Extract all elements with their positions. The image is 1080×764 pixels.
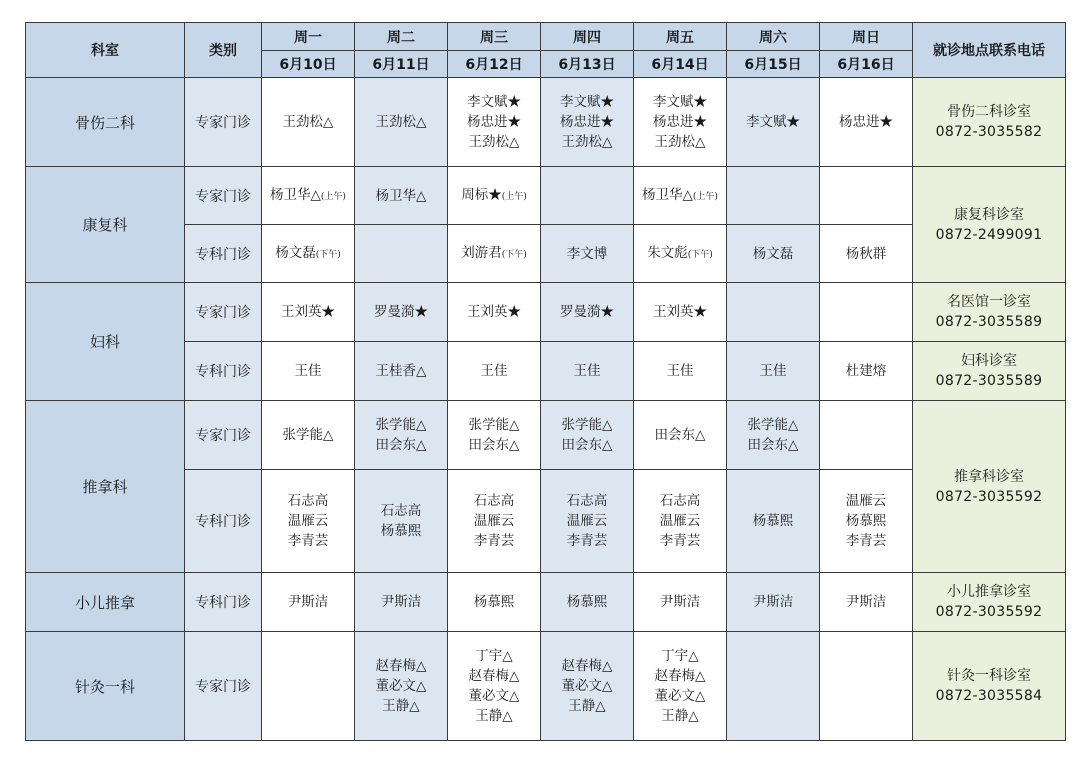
doctor-name: 王佳: [573, 363, 601, 379]
schedule-cell: [634, 283, 727, 342]
doctor-name: 杨卫华△: [642, 186, 693, 203]
doctor-entry: [262, 112, 354, 132]
doctor-entry: [448, 592, 540, 612]
header-date: 6月11日: [355, 51, 448, 78]
table-row: [26, 632, 1066, 741]
doctor-entry: [634, 592, 726, 612]
schedule-cell: [820, 167, 913, 225]
schedule-cell: [820, 632, 913, 741]
header-date: 6月13日: [541, 51, 634, 78]
doctor-name: 杨卫华△: [270, 186, 321, 203]
doctor-name: 田会东△: [654, 427, 706, 443]
clinic-phone: 0872-2499091: [935, 226, 1043, 243]
doctor-name: 王劲松△: [561, 134, 613, 150]
doctor-entry: [634, 491, 726, 511]
schedule-cell: [727, 632, 820, 741]
schedule-cell: [448, 225, 541, 283]
header-day: 周三: [448, 23, 541, 51]
header-day: 周一: [262, 23, 355, 51]
doctor-entry: [727, 511, 819, 531]
schedule-cell: [541, 401, 634, 470]
session-tag: (下午): [315, 249, 341, 260]
doctor-entry: [634, 92, 726, 112]
header-date: 6月16日: [820, 51, 913, 78]
doctor-entry: [541, 92, 633, 112]
doctor-entry: [727, 244, 819, 264]
clinic-phone: 0872-3035589: [935, 373, 1043, 389]
clinic-place: 骨伤二科诊室: [947, 104, 1031, 120]
session-tag: (下午): [687, 249, 713, 260]
doctor-name: 张学能△: [468, 417, 520, 433]
doctor-entry: [634, 185, 726, 207]
doctor-entry: [634, 686, 726, 706]
schedule-cell: [355, 167, 448, 225]
schedule-cell: [355, 470, 448, 573]
doctor-name: 王劲松△: [468, 134, 520, 150]
doctor-name: 张学能△: [561, 417, 613, 433]
schedule-cell: [820, 401, 913, 470]
contact-cell: [913, 401, 1066, 573]
doctor-name: 杨文磊: [752, 245, 794, 262]
doctor-entry: [262, 302, 354, 322]
clinic-place: 康复科诊室: [954, 206, 1024, 223]
schedule-cell: [355, 342, 448, 401]
doctor-entry: [448, 92, 540, 112]
doctor-name: 王佳: [294, 363, 322, 379]
session-tag: (上午): [320, 191, 346, 202]
doctor-entry: [634, 302, 726, 322]
schedule-cell: [262, 167, 355, 225]
dept-cell: 康复科: [26, 167, 185, 283]
schedule-cell: [820, 573, 913, 632]
doctor-name: 王静△: [568, 698, 606, 714]
dept-cell: 骨伤二科: [26, 78, 185, 167]
doctor-name: 张学能△: [282, 427, 334, 443]
dept-cell: 小儿推拿: [26, 573, 185, 632]
dept-cell: 推拿科: [26, 401, 185, 573]
doctor-entry: [355, 696, 447, 716]
clinic-place: 推拿科诊室: [954, 468, 1024, 485]
schedule-cell: [541, 342, 634, 401]
doctor-name: 张学能△: [747, 417, 799, 433]
schedule-cell: [541, 283, 634, 342]
header-day: 周五: [634, 23, 727, 51]
session-tag: (上午): [501, 191, 527, 202]
doctor-name: 董必文△: [561, 678, 613, 694]
doctor-entry: [541, 656, 633, 676]
doctor-entry: [634, 706, 726, 726]
clinic-type-cell: 专家门诊: [185, 167, 262, 225]
doctor-entry: [541, 592, 633, 612]
schedule-cell: [820, 283, 913, 342]
doctor-entry: [727, 112, 819, 132]
doctor-entry: [355, 521, 447, 541]
schedule-cell: [727, 78, 820, 167]
doctor-name: 温雁云: [473, 513, 515, 529]
doctor-name: 李文赋★: [746, 114, 800, 130]
doctor-name: 石志高: [659, 493, 701, 509]
schedule-cell: [727, 225, 820, 283]
doctor-entry: [448, 185, 540, 207]
clinic-phone: 0872-3035589: [935, 314, 1043, 330]
doctor-entry: [262, 592, 354, 612]
header-date: 6月15日: [727, 51, 820, 78]
schedule-cell: [541, 470, 634, 573]
schedule-cell: [634, 342, 727, 401]
clinic-type-cell: 专家门诊: [185, 283, 262, 342]
doctor-name: 尹斯洁: [287, 594, 329, 610]
schedule-cell: [448, 342, 541, 401]
doctor-entry: [448, 686, 540, 706]
doctor-name: 石志高: [473, 493, 515, 509]
schedule-cell: [355, 78, 448, 167]
doctor-entry: [262, 185, 354, 207]
schedule-cell: [262, 573, 355, 632]
schedule-cell: [355, 283, 448, 342]
doctor-name: 田会东△: [561, 437, 613, 453]
doctor-entry: [727, 415, 819, 435]
clinic-place: 针灸一科诊室: [947, 668, 1031, 684]
schedule-cell: [262, 283, 355, 342]
doctor-entry: [355, 592, 447, 612]
clinic-phone: 0872-3035592: [935, 604, 1043, 620]
doctor-entry: [541, 302, 633, 322]
schedule-cell: [727, 283, 820, 342]
doctor-name: 王刘英★: [653, 304, 707, 320]
header-date: 6月12日: [448, 51, 541, 78]
clinic-phone: 0872-3035584: [935, 688, 1043, 704]
doctor-entry: [634, 666, 726, 686]
doctor-entry: [448, 706, 540, 726]
doctor-name: 丁宇△: [661, 648, 699, 664]
clinic-type-cell: 专科门诊: [185, 342, 262, 401]
doctor-name: 石志高: [566, 493, 608, 509]
schedule-cell: [634, 401, 727, 470]
doctor-entry: [448, 132, 540, 152]
doctor-entry: [448, 511, 540, 531]
schedule-cell: [541, 78, 634, 167]
schedule-cell: [448, 573, 541, 632]
doctor-entry: [727, 435, 819, 455]
schedule-cell: [448, 167, 541, 225]
doctor-entry: [448, 435, 540, 455]
header-dept: 科室: [26, 23, 185, 78]
doctor-name: 李青芸: [566, 533, 608, 549]
doctor-name: 赵春梅△: [654, 668, 706, 684]
doctor-entry: [448, 646, 540, 666]
header-contact: 就诊地点联系电话: [913, 23, 1066, 78]
doctor-entry: [355, 501, 447, 521]
doctor-name: 王静△: [475, 708, 513, 724]
doctor-name: 周标★: [461, 186, 502, 203]
doctor-entry: [541, 415, 633, 435]
doctor-name: 张学能△: [375, 417, 427, 433]
table-row: [26, 78, 1066, 167]
doctor-entry: [262, 531, 354, 551]
doctor-name: 田会东△: [375, 437, 427, 453]
schedule-cell: [727, 167, 820, 225]
doctor-name: 赵春梅△: [375, 658, 427, 674]
doctor-name: 罗曼漪★: [560, 304, 614, 320]
doctor-entry: [727, 361, 819, 381]
contact-cell: [913, 632, 1066, 741]
doctor-name: 丁宇△: [475, 648, 513, 664]
doctor-name: 赵春梅△: [561, 658, 613, 674]
doctor-entry: [448, 302, 540, 322]
contact-cell: [913, 342, 1066, 401]
doctor-entry: [355, 186, 447, 206]
doctor-name: 王劲松△: [375, 114, 427, 130]
clinic-phone: 0872-3035582: [935, 124, 1043, 140]
doctor-name: 李文赋★: [560, 94, 614, 110]
clinic-type-cell: 专科门诊: [185, 573, 262, 632]
schedule-cell: [634, 225, 727, 283]
doctor-name: 李青芸: [659, 533, 701, 549]
schedule-cell: [448, 401, 541, 470]
doctor-entry: [541, 435, 633, 455]
schedule-cell: [355, 401, 448, 470]
doctor-name: 杨忠进★: [560, 114, 614, 130]
doctor-name: 王静△: [382, 698, 420, 714]
schedule-cell: [634, 167, 727, 225]
clinic-type-cell: 专科门诊: [185, 470, 262, 573]
doctor-name: 董必文△: [654, 688, 706, 704]
session-tag: (上午): [692, 191, 718, 202]
schedule-cell: [448, 632, 541, 741]
schedule-cell: [727, 342, 820, 401]
clinic-place: 名医馆一诊室: [947, 294, 1031, 310]
schedule-cell: [541, 632, 634, 741]
contact-cell: [913, 573, 1066, 632]
doctor-entry: [262, 425, 354, 445]
doctor-name: 杨慕熙: [566, 594, 608, 610]
doctor-entry: [448, 361, 540, 381]
doctor-name: 罗曼漪★: [374, 304, 428, 320]
doctor-entry: [820, 361, 912, 381]
schedule-table: [25, 22, 1066, 741]
doctor-name: 刘游君: [461, 244, 502, 261]
header-date: 6月10日: [262, 51, 355, 78]
schedule-cell: [448, 470, 541, 573]
doctor-name: 尹斯洁: [380, 594, 422, 610]
clinic-place: 小儿推拿诊室: [947, 584, 1031, 600]
doctor-name: 杨秋群: [845, 245, 887, 262]
doctor-entry: [541, 361, 633, 381]
doctor-name: 杜建熔: [845, 363, 887, 379]
doctor-name: 杨慕熙: [845, 513, 887, 529]
header-day: 周二: [355, 23, 448, 51]
doctor-entry: [541, 491, 633, 511]
clinic-phone: 0872-3035592: [935, 488, 1043, 505]
table-row: [26, 167, 1066, 225]
doctor-entry: [448, 415, 540, 435]
doctor-entry: [448, 666, 540, 686]
doctor-entry: [355, 361, 447, 381]
doctor-name: 尹斯洁: [752, 594, 794, 610]
doctor-entry: [634, 531, 726, 551]
doctor-entry: [820, 511, 912, 531]
schedule-cell: [262, 225, 355, 283]
doctor-name: 石志高: [380, 503, 422, 519]
schedule-cell: [634, 470, 727, 573]
clinic-type-cell: 专家门诊: [185, 401, 262, 470]
doctor-name: 杨卫华△: [375, 187, 427, 204]
doctor-name: 李青芸: [287, 533, 329, 549]
clinic-place: 妇科诊室: [961, 353, 1017, 369]
doctor-name: 李文赋★: [467, 94, 521, 110]
schedule-cell: [727, 401, 820, 470]
header-date: 6月14日: [634, 51, 727, 78]
doctor-name: 杨文磊: [275, 244, 316, 261]
doctor-entry: [634, 646, 726, 666]
schedule-cell: [262, 632, 355, 741]
doctor-entry: [541, 696, 633, 716]
doctor-name: 尹斯洁: [659, 594, 701, 610]
doctor-entry: [541, 132, 633, 152]
doctor-name: 石志高: [287, 493, 329, 509]
clinic-type-cell: 专家门诊: [185, 78, 262, 167]
header-day: 周日: [820, 23, 913, 51]
doctor-name: 田会东△: [747, 437, 799, 453]
doctor-name: 杨忠进★: [839, 114, 893, 130]
schedule-cell: [634, 632, 727, 741]
doctor-entry: [634, 112, 726, 132]
doctor-entry: [355, 435, 447, 455]
doctor-name: 杨忠进★: [467, 114, 521, 130]
schedule-cell: [355, 225, 448, 283]
schedule-cell: [448, 78, 541, 167]
doctor-entry: [820, 531, 912, 551]
doctor-name: 温雁云: [566, 513, 608, 529]
schedule-cell: [634, 78, 727, 167]
doctor-entry: [634, 511, 726, 531]
doctor-name: 李文赋★: [653, 94, 707, 110]
doctor-entry: [355, 656, 447, 676]
doctor-name: 王静△: [661, 708, 699, 724]
doctor-entry: [448, 531, 540, 551]
doctor-name: 王桂香△: [375, 363, 427, 379]
doctor-entry: [355, 676, 447, 696]
doctor-entry: [820, 244, 912, 264]
doctor-entry: [820, 592, 912, 612]
schedule-cell: [262, 470, 355, 573]
doctor-name: 温雁云: [659, 513, 701, 529]
doctor-entry: [262, 243, 354, 265]
schedule-cell: [355, 573, 448, 632]
table-row: [26, 283, 1066, 342]
doctor-entry: [634, 132, 726, 152]
doctor-entry: [634, 243, 726, 265]
doctor-entry: [262, 491, 354, 511]
schedule-cell: [541, 225, 634, 283]
doctor-name: 温雁云: [845, 493, 887, 509]
schedule-cell: [262, 401, 355, 470]
doctor-entry: [355, 112, 447, 132]
doctor-entry: [541, 531, 633, 551]
doctor-name: 王劲松△: [654, 134, 706, 150]
doctor-name: 杨慕熙: [380, 523, 422, 539]
doctor-entry: [634, 361, 726, 381]
doctor-name: 王劲松△: [282, 114, 334, 130]
schedule-cell: [634, 573, 727, 632]
doctor-name: 朱文彪: [647, 244, 688, 261]
table-row: [26, 401, 1066, 470]
header-type: 类别: [185, 23, 262, 78]
schedule-cell: [262, 78, 355, 167]
doctor-entry: [820, 112, 912, 132]
doctor-entry: [541, 676, 633, 696]
doctor-name: 王佳: [666, 363, 694, 379]
schedule-cell: [820, 342, 913, 401]
doctor-name: 赵春梅△: [468, 668, 520, 684]
doctor-name: 王佳: [759, 363, 787, 379]
doctor-name: 李青芸: [845, 533, 887, 549]
doctor-entry: [541, 112, 633, 132]
doctor-entry: [262, 361, 354, 381]
doctor-name: 温雁云: [287, 513, 329, 529]
doctor-entry: [448, 112, 540, 132]
doctor-entry: [820, 491, 912, 511]
doctor-entry: [541, 244, 633, 264]
doctor-entry: [262, 511, 354, 531]
doctor-name: 王刘英★: [467, 304, 521, 320]
doctor-name: 王刘英★: [281, 304, 335, 320]
schedule-cell: [820, 225, 913, 283]
doctor-entry: [634, 425, 726, 445]
contact-cell: [913, 167, 1066, 283]
doctor-name: 杨慕熙: [473, 594, 515, 610]
clinic-type-cell: 专家门诊: [185, 632, 262, 741]
doctor-entry: [355, 302, 447, 322]
doctor-entry: [541, 511, 633, 531]
schedule-cell: [355, 632, 448, 741]
schedule-cell: [820, 78, 913, 167]
doctor-name: 尹斯洁: [845, 594, 887, 610]
table-row: [26, 573, 1066, 632]
doctor-name: 杨慕熙: [752, 513, 794, 529]
header-day: 周四: [541, 23, 634, 51]
clinic-type-cell: 专科门诊: [185, 225, 262, 283]
doctor-name: 董必文△: [375, 678, 427, 694]
doctor-name: 杨忠进★: [653, 114, 707, 130]
doctor-name: 田会东△: [468, 437, 520, 453]
contact-cell: [913, 283, 1066, 342]
schedule-cell: [262, 342, 355, 401]
header-day: 周六: [727, 23, 820, 51]
doctor-entry: [355, 415, 447, 435]
doctor-name: 李青芸: [473, 533, 515, 549]
doctor-entry: [448, 243, 540, 265]
schedule-cell: [727, 573, 820, 632]
doctor-name: 李文博: [566, 245, 608, 262]
schedule-cell: [820, 470, 913, 573]
schedule-cell: [727, 470, 820, 573]
doctor-entry: [727, 592, 819, 612]
dept-cell: 妇科: [26, 283, 185, 401]
schedule-cell: [541, 573, 634, 632]
schedule-cell: [448, 283, 541, 342]
dept-cell: 针灸一科: [26, 632, 185, 741]
contact-cell: [913, 78, 1066, 167]
doctor-name: 董必文△: [468, 688, 520, 704]
doctor-name: 王佳: [480, 363, 508, 379]
doctor-entry: [448, 491, 540, 511]
schedule-cell: [541, 167, 634, 225]
session-tag: (下午): [501, 249, 527, 260]
